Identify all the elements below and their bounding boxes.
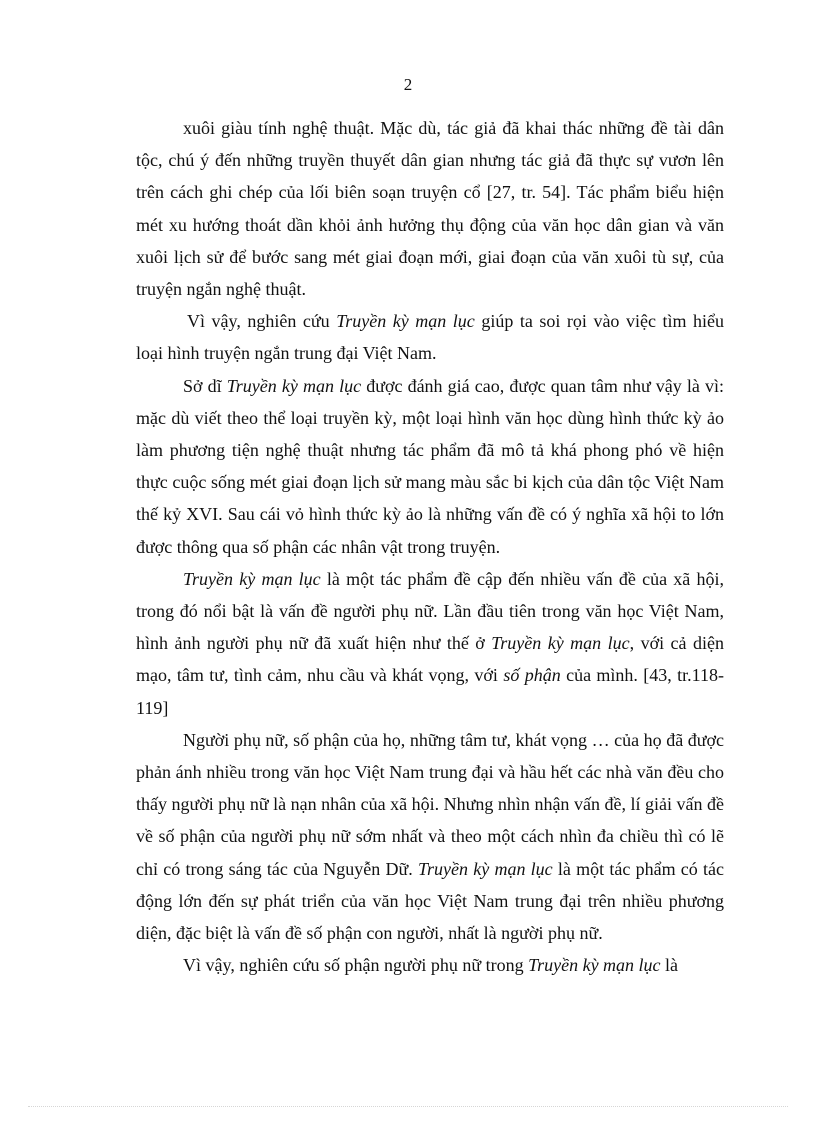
emphasis-text: số phận xyxy=(503,665,561,686)
paragraph-continuation xyxy=(136,112,724,305)
text-run: là một tác phẩm đề cập đến nhiều vấn đề của xã hội, trong đó nổi bật là vấn đề người phụ nữ. Lần đầu tiên trong văn học Việt Nam, hình ảnh người phụ nữ đã xuất hiện như thế ở xyxy=(136,568,725,654)
work-title: Truyền kỳ mạn lục xyxy=(226,375,362,396)
text-run: là một tác phẩm có tác động lớn đến sự phát triển của văn học Việt Nam trung đại trên nhiều phương diện, đặc biệt là vấn đề số phận con người, nhất là người phụ nữ. xyxy=(136,858,725,944)
paragraph xyxy=(136,724,724,949)
page-bottom-divider xyxy=(28,1106,788,1107)
paragraph xyxy=(136,949,724,981)
text-run: Vì vậy, nghiên cứu số phận người phụ nữ trong xyxy=(183,955,529,976)
text-run: , với cả diện mạo, tâm tư, tình cảm, nhu cầu và khát vọng, với xyxy=(136,633,724,686)
paragraph xyxy=(136,305,724,369)
work-title: Truyền kỳ mạn lục xyxy=(491,633,630,654)
body-text xyxy=(136,112,724,981)
paragraph xyxy=(136,563,724,724)
work-title: Truyền kỳ mạn lục xyxy=(528,955,661,976)
work-title: Truyền kỳ mạn lục xyxy=(418,858,553,879)
work-title: Truyền kỳ mạn lục xyxy=(183,568,321,589)
text-run: được đánh giá cao, được quan tâm như vậy là vì: mặc dù viết theo thể loại truyền kỳ, một loại hình văn học dùng hình thức kỳ ảo làm phương tiện nghệ thuật nhưng tác phẩm đã mô tả khá phong phó về hiện thực cuộc sống mét giai đoạn lịch sử mang màu sắc bi kịch của dân tộc Việt Nam thế kỷ XVI. Sau cái vỏ hình thức kỳ ảo là những vấn đề có ý nghĩa xã hội to lớn được thông qua số phận các nhân vật trong truyện. xyxy=(136,375,725,557)
work-title: Truyền kỳ mạn lục xyxy=(336,311,475,332)
text-run: là xyxy=(660,955,679,976)
paragraph-text: xuôi giàu tính nghệ thuật. Mặc dù, tác giả đã khai thác những đề tài dân tộc, chú ý đến những truyền thuyết dân gian nhưng tác giả đã thực sự vươn lên trên cách ghi chép của lối biên soạn truyện cổ [27, tr. 54]. Tác phẩm biểu hiện mét xu hướng thoát dần khỏi ảnh hưởng thụ động của văn học dân gian và văn xuôi lịch sử để bước sang mét giai đoạn mới, giai đoạn của văn xuôi tù sự, của truyện ngắn nghệ thuật. xyxy=(136,118,724,300)
text-run: của mình. [43, tr.118-119] xyxy=(136,665,724,718)
text-run: Người phụ nữ, số phận của họ, những tâm tư, khát vọng … của họ đã được phản ánh nhiều trong văn học Việt Nam trung đại và hầu hết các nhà văn đều cho thấy người phụ nữ là nạn nhân của xã hội. Nhưng nhìn nhận vấn đề, lí giải vấn đề về số phận của người phụ nữ sớm nhất và theo một cách nhìn đa chiều thì có lẽ chỉ có trong sáng tác của Nguyễn Dữ. xyxy=(136,729,724,879)
text-run: giúp ta soi rọi vào việc tìm hiểu loại hình truyện ngắn trung đại Việt Nam. xyxy=(136,311,725,364)
page-number: 2 xyxy=(403,75,413,94)
text-run: Vì vậy, nghiên cứu xyxy=(187,311,337,332)
text-run: Sở dĩ xyxy=(183,375,227,396)
paragraph xyxy=(136,370,724,563)
